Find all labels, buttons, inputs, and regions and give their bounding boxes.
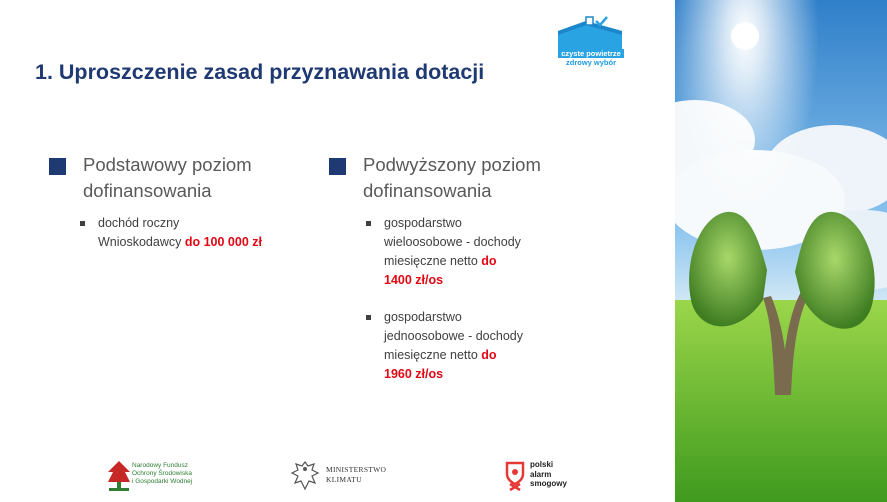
item-line: wieloosobowe - dochody: [384, 235, 521, 249]
ministry-line: MINISTERSTWO: [326, 465, 387, 474]
income-threshold: do 100 000 zł: [184, 235, 262, 249]
tree-lungs-photo: [675, 0, 887, 502]
item-text: Wnioskodawcy: [98, 235, 185, 249]
square-bullet-icon: [49, 158, 66, 175]
list-item: [329, 308, 589, 384]
tree-emblem-icon: [107, 460, 131, 492]
page-title: 1. Uproszczenie zasad przyznawania dotacji: [35, 60, 485, 84]
item-line: gospodarstwo: [384, 310, 462, 324]
threshold-prefix: do: [481, 254, 497, 268]
item-text: miesięczne netto: [384, 254, 482, 268]
brand-line-2: zdrowy wybór: [565, 58, 616, 67]
item-text: miesięczne netto: [384, 348, 482, 362]
bullet-icon: [80, 221, 85, 226]
pas-shield-icon: [505, 460, 525, 492]
square-bullet-icon: [329, 158, 346, 175]
brand-line-1: czyste powietrze: [558, 49, 624, 58]
heading-line: dofinansowania: [363, 180, 492, 201]
list-item: [329, 214, 589, 290]
ministry-name: [326, 465, 386, 485]
house-roof-checkmark-icon: [556, 15, 626, 49]
ministry-line: KLIMATU: [326, 475, 362, 484]
bullet-icon: [366, 221, 371, 226]
column-heading: [329, 152, 589, 204]
pas-name: [530, 460, 567, 489]
nfosigw-line: Narodowy Fundusz: [132, 462, 188, 469]
item-line: [384, 252, 589, 271]
pas-line: alarm: [530, 469, 552, 479]
item-line: [98, 233, 309, 252]
footer-logos: [0, 450, 675, 502]
nfosigw-line: i Gospodarki Wodnej: [132, 478, 193, 485]
item-line: gospodarstwo: [384, 216, 462, 230]
column-basic-level: [49, 152, 309, 270]
income-threshold: 1400 zł/os: [384, 273, 444, 287]
item-line: [384, 346, 589, 365]
list-item: [49, 214, 309, 252]
bullet-icon: [366, 315, 371, 320]
eagle-emblem-icon: [290, 459, 320, 493]
column-increased-level: [329, 152, 589, 402]
nfosigw-name: [132, 462, 212, 486]
item-line: dochód roczny: [98, 216, 180, 230]
nfosigw-line: Ochrony Środowiska: [132, 470, 192, 477]
column-heading: [49, 152, 309, 204]
heading-line: dofinansowania: [83, 180, 212, 201]
heading-line: Podwyższony poziom: [363, 154, 541, 175]
heading-line: Podstawowy poziom: [83, 154, 252, 175]
czyste-powietrze-logo: [556, 15, 626, 67]
item-line: jednoosobowe - dochody: [384, 329, 523, 343]
income-threshold: 1960 zł/os: [384, 367, 444, 381]
threshold-prefix: do: [481, 348, 497, 362]
pas-line: polski: [530, 460, 554, 469]
pas-line: smogowy: [530, 479, 567, 488]
tree-lungs-photo-icon: [675, 0, 887, 502]
